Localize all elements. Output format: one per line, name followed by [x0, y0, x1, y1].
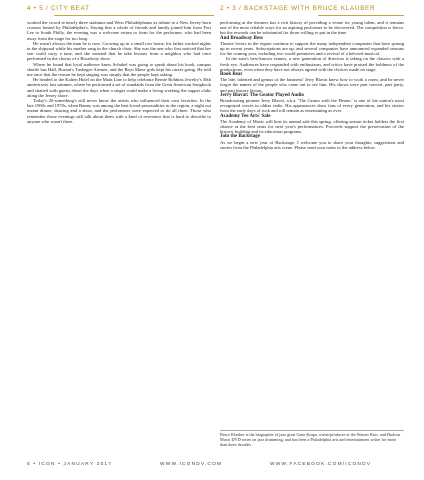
paragraph: Broadcasting pioneer Jerry Blavat, a.k.a. 'The Geator with the Heater,' is one of the nation's most recognized voices in oldies radio. His appearances draw fans of every generation, and his stories from the early days of rock and roll remain as entertaining as ever. — [220, 98, 404, 114]
footer-facebook-link[interactable]: WWW.FACEBOOK.COM/ICONDV — [270, 462, 372, 467]
left-column — [27, 20, 211, 124]
section-label-right: 2 • 3 / BACKSTAGE WITH BRUCE KLAUBER — [220, 5, 376, 12]
paragraph: As we begin a new year of Backstage, I welcome you to share your thoughts, suggestions and stories from the Philadelphia arts scene. Please send your notes to the address below. — [220, 139, 404, 150]
paragraph: Theatre lovers in the region continue to support the many independent companies that have sprung up in recent years. Subscriptions are up, and several companies have announced expanded seasons for the coming year, including two world premieres and a revival of a beloved musical. — [220, 40, 404, 57]
footer-website-link[interactable]: WWW.ICONDV.COM — [160, 462, 223, 467]
right-column — [220, 20, 404, 150]
subhead: Jerry Blavat: The Geator Played Audio — [220, 92, 304, 98]
paragraph: Today's 20-something's still never know the artists who influenced their own favorites. In the late 1960s and 1970s, when Bunny was among the best-loved personalities in the region, a night out meant dinner, dancing and a show, and the performers were expected to do all three. Those who remember those evenings still talk about them with a kind of reverence that is hard to describe to anyone who wasn't there. — [27, 98, 211, 124]
subhead: Join the Backstage — [220, 134, 260, 140]
paragraph: The late, talented and genius of the business! Jerry Blavat knew how to work a room, and he never forgot the names of the people who came out to see him. His shows were part concert, part party, and part history lesson. — [220, 77, 404, 93]
paragraph: Where he found that local audience knew Schubel was going to speak about his book, campus shuttle bus Hall, Boston's Tuskegee Airmen, and the Bryn Mawr girls kept his career going. He told me once that the reason he kept singing was simply that the people kept asking. — [27, 61, 211, 78]
paragraph: The Academy of Music will host its annual sale this spring, offering season ticket holders the first chance at the best seats for next year's performances. Proceeds support the preservation of the historic building and its education programs. — [220, 118, 404, 135]
page-header — [0, 0, 424, 20]
paragraph: He wasn't always the man he is now. Growing up in a small row home, his father worked nights in the shipyard while his mother sang in the church choir. She was the one who first noticed that her son could carry a tune, and she insisted that he take lessons from a neighbor who had once performed in the chorus of a Broadway show. — [27, 40, 211, 62]
paragraph: He headed to the Kalien Hotel on the Main Line to help celebrate Bernie Robbins Jewelry's 50th anniversary last summer, where he performed a set of standards from the Great American Songbook and chatted with guests about the days when a singer could make a living working the supper clubs along the Jersey shore. — [27, 77, 211, 98]
subhead: And Broadway Bess — [220, 35, 263, 41]
paragraph: In the area's best-known venues, a new generation of directors is taking on the classics with a fresh eye. Audiences have responded with enthusiasm, and critics have praised the boldness of the productions, even when they have not always agreed with the choices made on stage. — [220, 56, 404, 72]
subhead: Book Beat — [220, 72, 243, 78]
author-bio: Bruce Klauber is the biographer of jazz great Gene Krupa, writer/producer of the Warner Bros. and Hudson Music DVD series on jazz drumming, and has been a Philadelphia arts and entertainment writer for more than three decades. — [220, 430, 404, 448]
subhead: Academy Tee Arts' Sale — [220, 113, 271, 119]
header-rule-left — [54, 15, 214, 16]
header-rule-right — [318, 15, 404, 16]
page-footer — [0, 458, 424, 472]
footer-page-info: 5 • ICON • JANUARY 2017 — [27, 462, 113, 467]
section-label-left: 4 • 5 / CITY BEAT — [27, 5, 90, 12]
paragraph: performing at the theaters has a rich history of providing a venue for young talent, and it remains one of the most reliable ways for an aspiring performer to be discovered. The competition is fierce, but the rewards can be substantial for those willing to put in the time. — [220, 20, 404, 36]
paragraph: worked the crowd at nearly three stadiums and Wess Philadelphians as tribute to a New Jersey-born crooner hosted by Philadelphia's. Saying that a whole of friends and family joined him from Fort Lee to South Philly, the evening was a welcome return to form for the performer, who had been away from the stage for too long. — [27, 20, 211, 41]
